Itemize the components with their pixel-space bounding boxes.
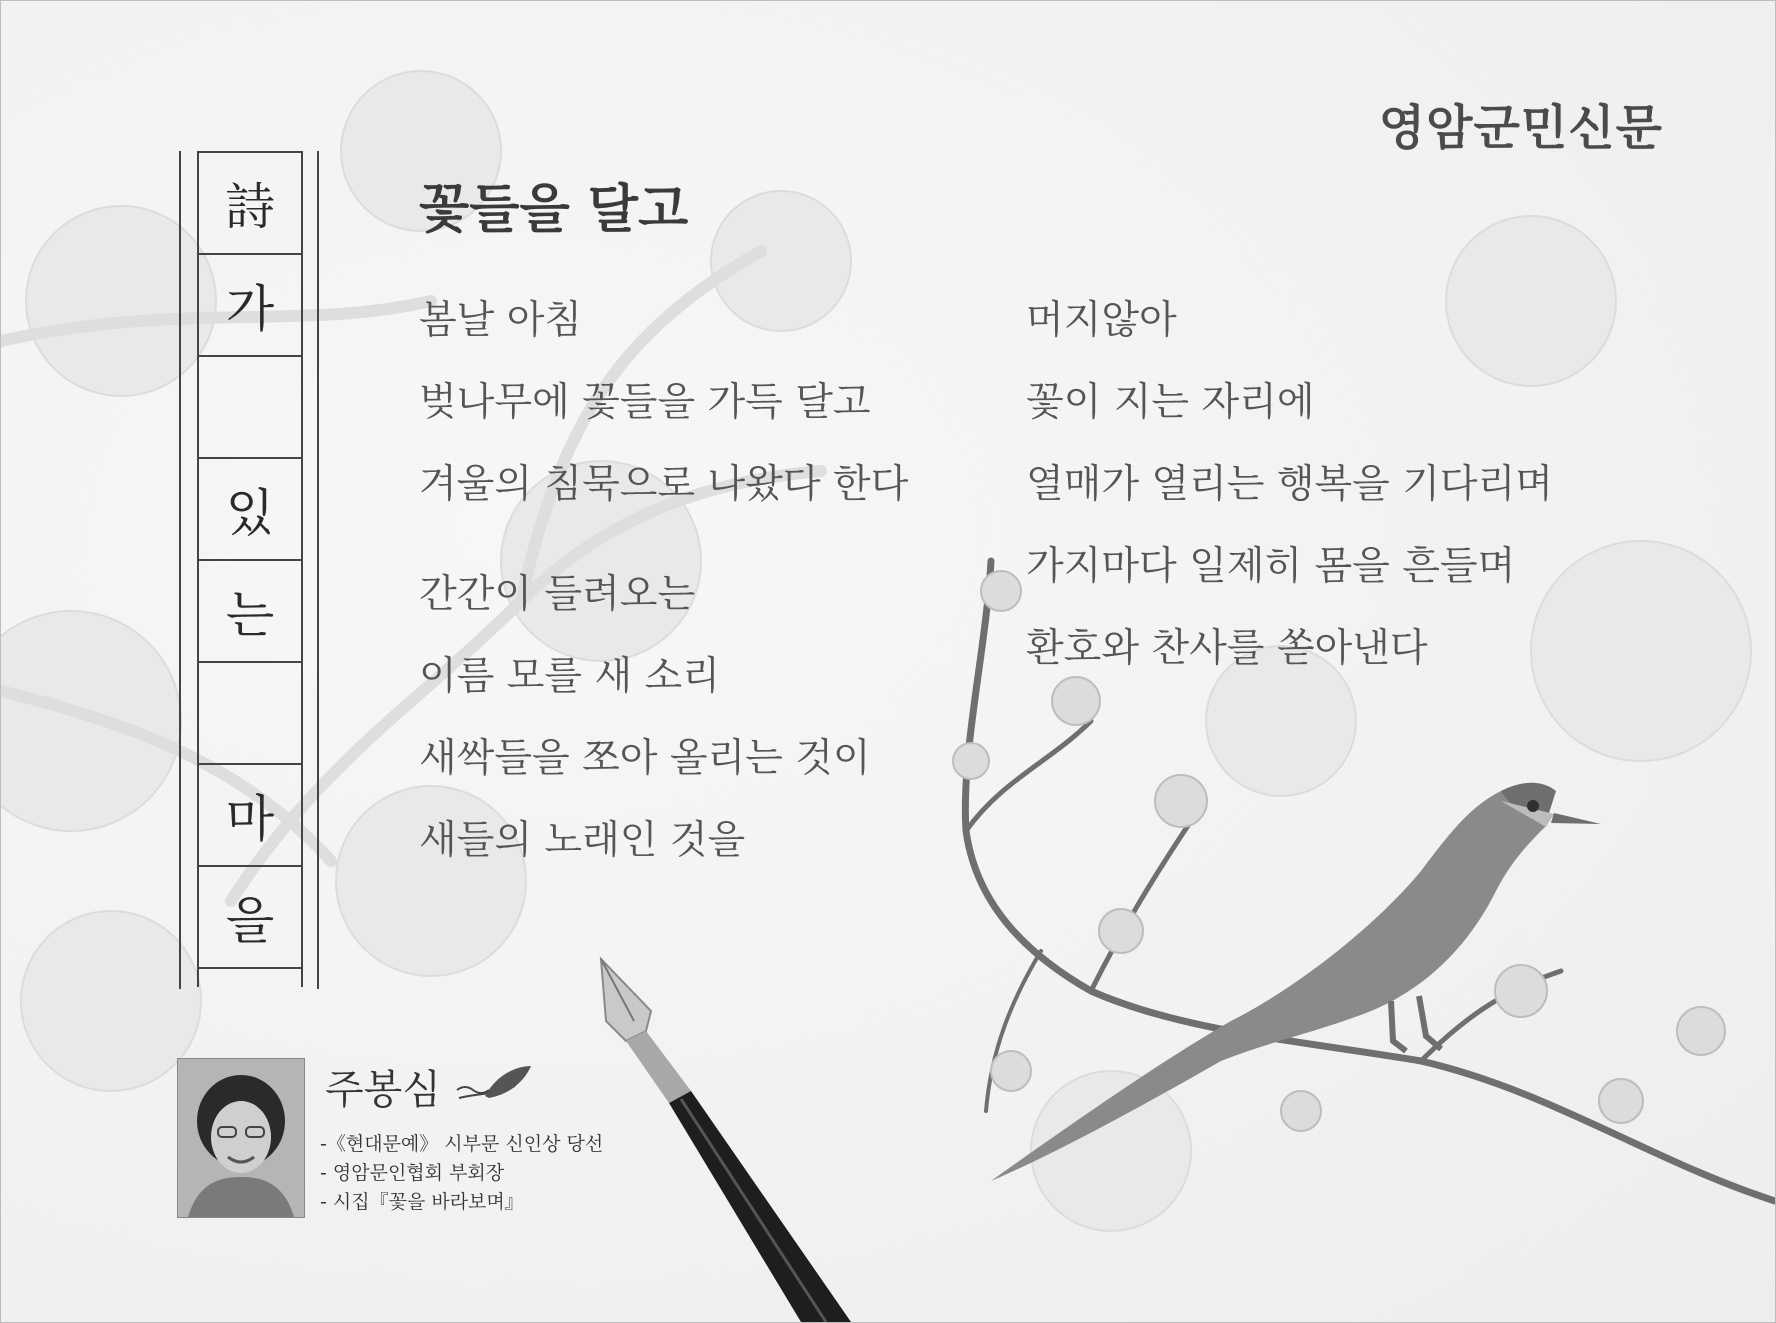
publication-masthead: 영암군민신문 [1378, 100, 1663, 156]
series-title-char: 가 [199, 253, 301, 355]
credential-line: -《현대문예》 시부문 신인상 당선 [320, 1133, 604, 1155]
poem-title: 꽃들을 달고 [419, 180, 689, 240]
poem-line: 열매가 열리는 행복을 기다리며 [1026, 462, 1553, 507]
series-title-char: 마 [199, 763, 301, 865]
series-title-char [199, 661, 301, 763]
series-title-vertical [179, 151, 319, 989]
poem-line: 이름 모를 새 소리 [419, 654, 720, 699]
series-title-char [199, 355, 301, 457]
poem-column-left [419, 298, 909, 903]
series-title-char: 는 [199, 559, 301, 661]
credential-line: - 영암문인협회 부회장 [320, 1162, 505, 1184]
author-credentials [320, 1130, 603, 1217]
stanza-gap [419, 547, 908, 575]
series-title-char: 있 [199, 457, 301, 559]
author-name: 주봉심 [325, 1067, 441, 1113]
poem-line: 봄날 아침 [419, 298, 583, 343]
poem-line: 꽃이 지는 자리에 [1026, 380, 1315, 425]
feather-quill-icon [455, 1064, 535, 1108]
series-title-char: 을 [199, 865, 301, 969]
series-title-char: 詩 [199, 151, 301, 253]
poem-line: 벚나무에 꽃들을 가득 달고 [419, 380, 871, 425]
poem-line: 새싹들을 쪼아 올리는 것이 [419, 736, 871, 781]
poem-line: 환호와 찬사를 쏟아낸다 [1026, 626, 1428, 671]
author-photo [177, 1058, 305, 1218]
poem-line: 머지않아 [1026, 298, 1177, 343]
credential-line: - 시집『꽃을 바라보며』 [320, 1191, 524, 1213]
poem-line: 새들의 노래인 것을 [419, 818, 746, 863]
poem-column-right [1026, 298, 1553, 711]
poem-line: 겨울의 침묵으로 나왔다 한다 [419, 462, 909, 507]
fountain-pen-illustration [601, 959, 851, 1322]
poem-line: 간간이 들려오는 [419, 572, 696, 617]
poem-line: 가지마다 일제히 몸을 흔들며 [1026, 544, 1516, 589]
